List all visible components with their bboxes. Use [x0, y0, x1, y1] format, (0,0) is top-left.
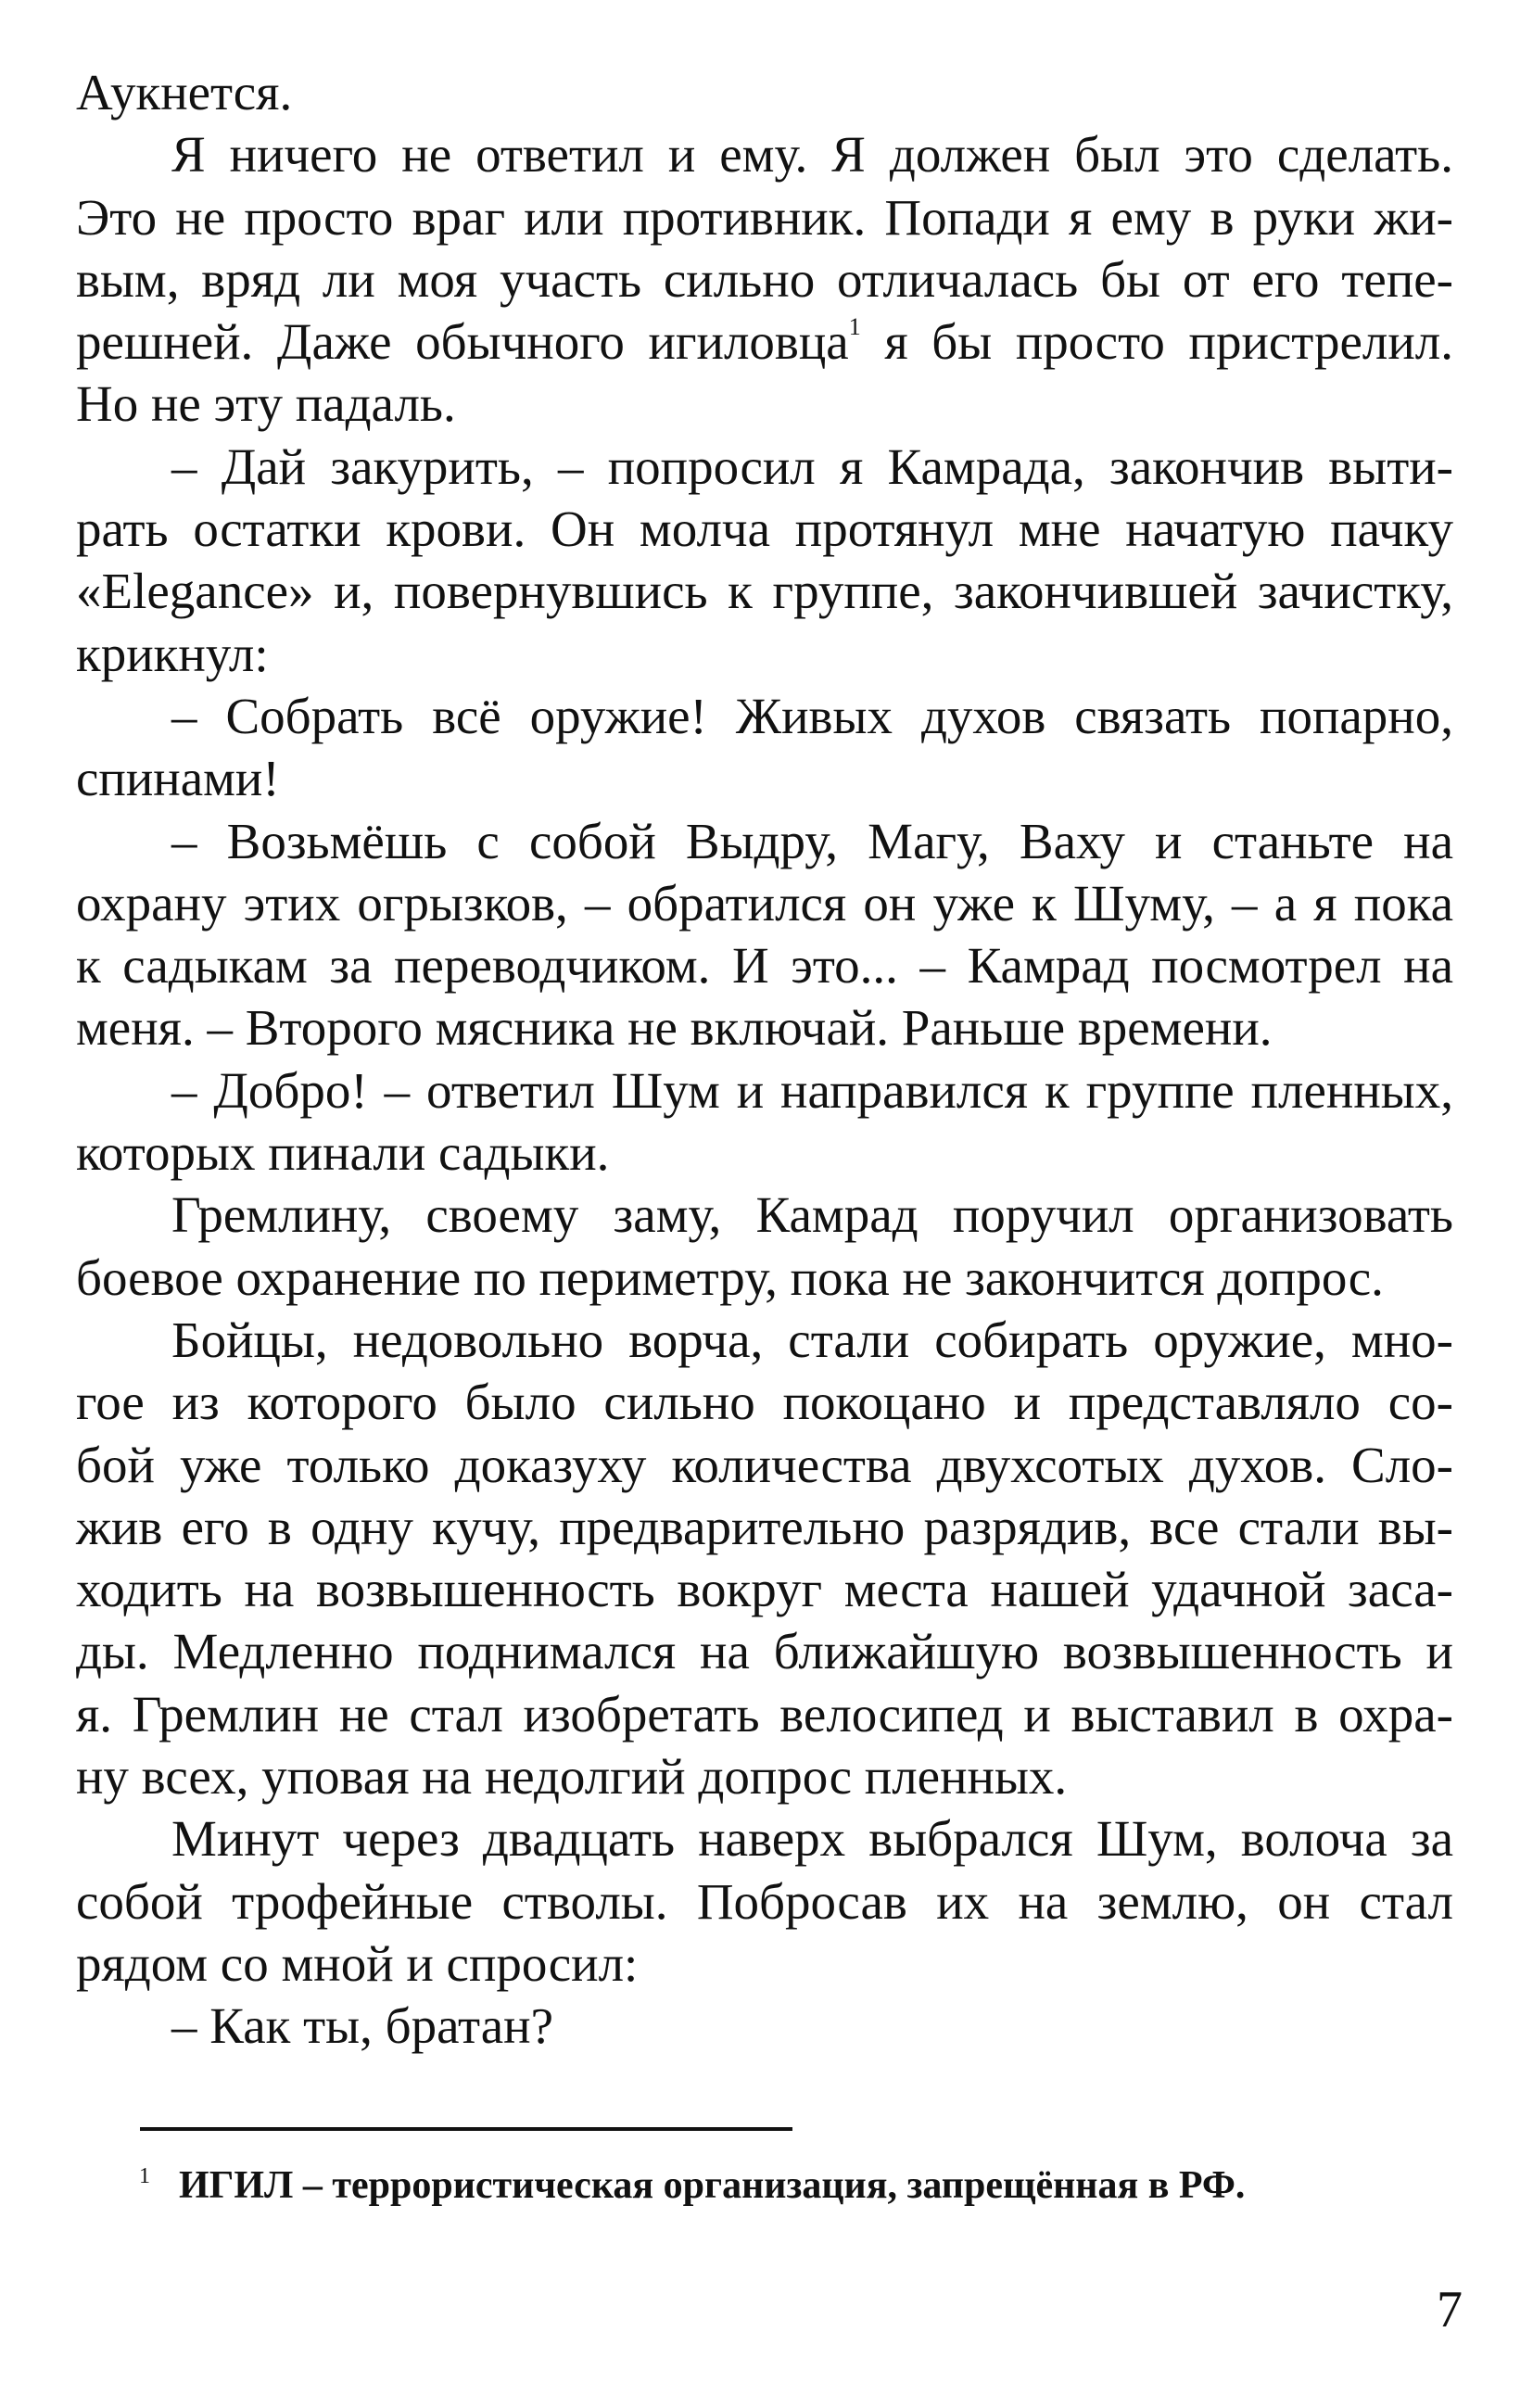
text-line: – Возьмёшь с собой Выдру, Магу, Ваху и станьте на	[171, 812, 1453, 869]
text-line: к садыкам за переводчиком. И это... – Камрад посмотрел на	[76, 937, 1453, 995]
text-line: Но не эту падаль.	[76, 375, 456, 433]
text-line: боевое охранение по периметру, пока не закончится допрос.	[76, 1248, 1384, 1306]
text-line: – Дай закурить, – попросил я Камрада, закончив выти-	[171, 437, 1453, 495]
text-line: жив его в одну кучу, предварительно разрядив, все стали вы-	[76, 1498, 1453, 1555]
body-text	[76, 61, 1453, 2058]
text-segment: я бы просто пристрелил.	[860, 313, 1453, 371]
footnote-reference[interactable]: 1	[848, 313, 861, 341]
text-line: крикнул:	[76, 625, 269, 682]
text-line: – Как ты, братан?	[171, 1997, 554, 2055]
text-line: Минут через двадцать наверх выбрался Шум, волоча за	[171, 1810, 1453, 1868]
footnote-separator	[140, 2127, 792, 2131]
text-line: – Добро! – ответил Шум и направился к группе пленных,	[171, 1061, 1453, 1119]
text-line: собой трофейные стволы. Побросав их на землю, он стал	[76, 1872, 1453, 1930]
text-line: вым, вряд ли моя участь сильно отличалась бы от его тепе-	[76, 250, 1453, 308]
text-line: Бойцы, недовольно ворча, стали собирать оружие, мно-	[171, 1311, 1453, 1368]
text-line: Это не просто враг или противник. Попади я ему в руки жи-	[76, 188, 1453, 246]
page-number: 7	[1437, 2281, 1463, 2338]
text-line: Я ничего не ответил и ему. Я должен был это сделать.	[171, 126, 1453, 184]
text-line: бой уже только доказуху количества двухсотых духов. Сло-	[76, 1436, 1453, 1493]
text-line: гое из которого было сильно покоцано и представляло со-	[76, 1374, 1453, 1431]
text-line: рать остатки крови. Он молча протянул мне начатую пачку	[76, 501, 1453, 558]
text-line-with-footnote-ref	[76, 311, 1453, 373]
text-line: – Собрать всё оружие! Живых духов связать попарно,	[171, 687, 1453, 744]
footnote-text: ИГИЛ – террористическая организация, запрещённая в РФ.	[179, 2164, 1246, 2207]
text-line: Гремлину, своему заму, Камрад поручил организовать	[171, 1186, 1453, 1244]
text-line: я. Гремлин не стал изобретать велосипед и выставил в охра-	[76, 1685, 1453, 1743]
footnote: 1 ИГИЛ – террористическая организация, запрещённая в РФ.	[139, 2164, 1246, 2207]
text-segment: решней. Даже обычного игиловца	[76, 313, 849, 371]
text-line: меня. – Второго мясника не включай. Раньше времени.	[76, 999, 1273, 1057]
text-line: спинами!	[76, 750, 280, 807]
text-line: ходить на возвышенность вокруг места нашей удачной заса-	[76, 1561, 1453, 1618]
text-line: «Elegance» и, повернувшись к группе, закончившей зачистку,	[76, 563, 1453, 620]
text-line: которых пинали садыки.	[76, 1124, 610, 1182]
text-line: Аукнется.	[76, 64, 293, 120]
text-line: ды. Медленно поднимался на ближайшую возвышенность и	[76, 1623, 1453, 1680]
text-line: ну всех, уповая на недолгий допрос пленных.	[76, 1748, 1068, 1806]
text-line: охрану этих огрызков, – обратился он уже к Шуму, – а я пока	[76, 874, 1453, 932]
text-line: рядом со мной и спросил:	[76, 1934, 639, 1992]
